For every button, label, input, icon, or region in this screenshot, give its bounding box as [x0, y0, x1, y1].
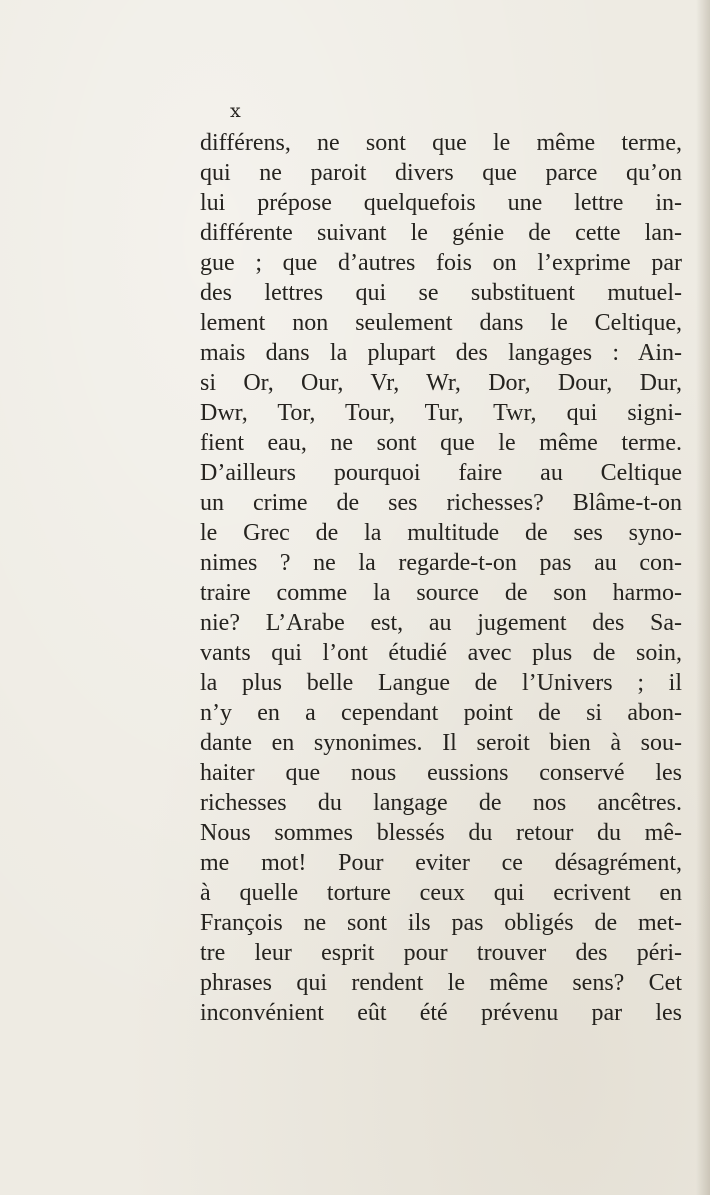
text-line: la plus belle Langue de l’Univers ; il	[200, 670, 682, 696]
text-line: si Or, Our, Vr, Wr, Dor, Dour, Dur,	[200, 370, 682, 396]
text-line: des lettres qui se substituent mutuel-	[200, 280, 682, 306]
text-line: fient eau, ne sont que le même terme.	[200, 430, 682, 456]
text-line: richesses du langage de nos ancêtres.	[200, 790, 682, 816]
text-line: lement non seulement dans le Celtique,	[200, 310, 682, 336]
page-number: x	[230, 100, 242, 122]
text-line: à quelle torture ceux qui ecrivent en	[200, 880, 682, 906]
text-line: nimes ? ne la regarde-t-on pas au con-	[200, 550, 682, 576]
text-line: qui ne paroit divers que parce qu’on	[200, 160, 682, 186]
text-line: vants qui l’ont étudié avec plus de soin,	[200, 640, 682, 666]
text-line: François ne sont ils pas obligés de met-	[200, 910, 682, 936]
text-line: différens, ne sont que le même terme,	[200, 130, 682, 156]
text-line: différente suivant le génie de cette lan-	[200, 220, 682, 246]
text-line: lui prépose quelquefois une lettre in-	[200, 190, 682, 216]
text-line: Nous sommes blessés du retour du mê-	[200, 820, 682, 846]
text-line: inconvénient eût été prévenu par les	[200, 1000, 682, 1026]
text-line: me mot! Pour eviter ce désagrément,	[200, 850, 682, 876]
text-line: le Grec de la multitude de ses syno-	[200, 520, 682, 546]
text-line: n’y en a cependant point de si abon-	[200, 700, 682, 726]
text-line: D’ailleurs pourquoi faire au Celtique	[200, 460, 682, 486]
text-line: gue ; que d’autres fois on l’exprime par	[200, 250, 682, 276]
text-block	[200, 128, 682, 1028]
page-edge-shadow	[696, 0, 710, 1195]
text-line: Dwr, Tor, Tour, Tur, Twr, qui signi-	[200, 400, 682, 426]
text-line: traire comme la source de son harmo-	[200, 580, 682, 606]
text-line: nie? L’Arabe est, au jugement des Sa-	[200, 610, 682, 636]
text-line: un crime de ses richesses? Blâme-t-on	[200, 490, 682, 516]
text-line: haiter que nous eussions conservé les	[200, 760, 682, 786]
text-line: tre leur esprit pour trouver des péri-	[200, 940, 682, 966]
text-line: phrases qui rendent le même sens? Cet	[200, 970, 682, 996]
text-line: dante en synonimes. Il seroit bien à sou-	[200, 730, 682, 756]
text-line: mais dans la plupart des langages : Ain-	[200, 340, 682, 366]
